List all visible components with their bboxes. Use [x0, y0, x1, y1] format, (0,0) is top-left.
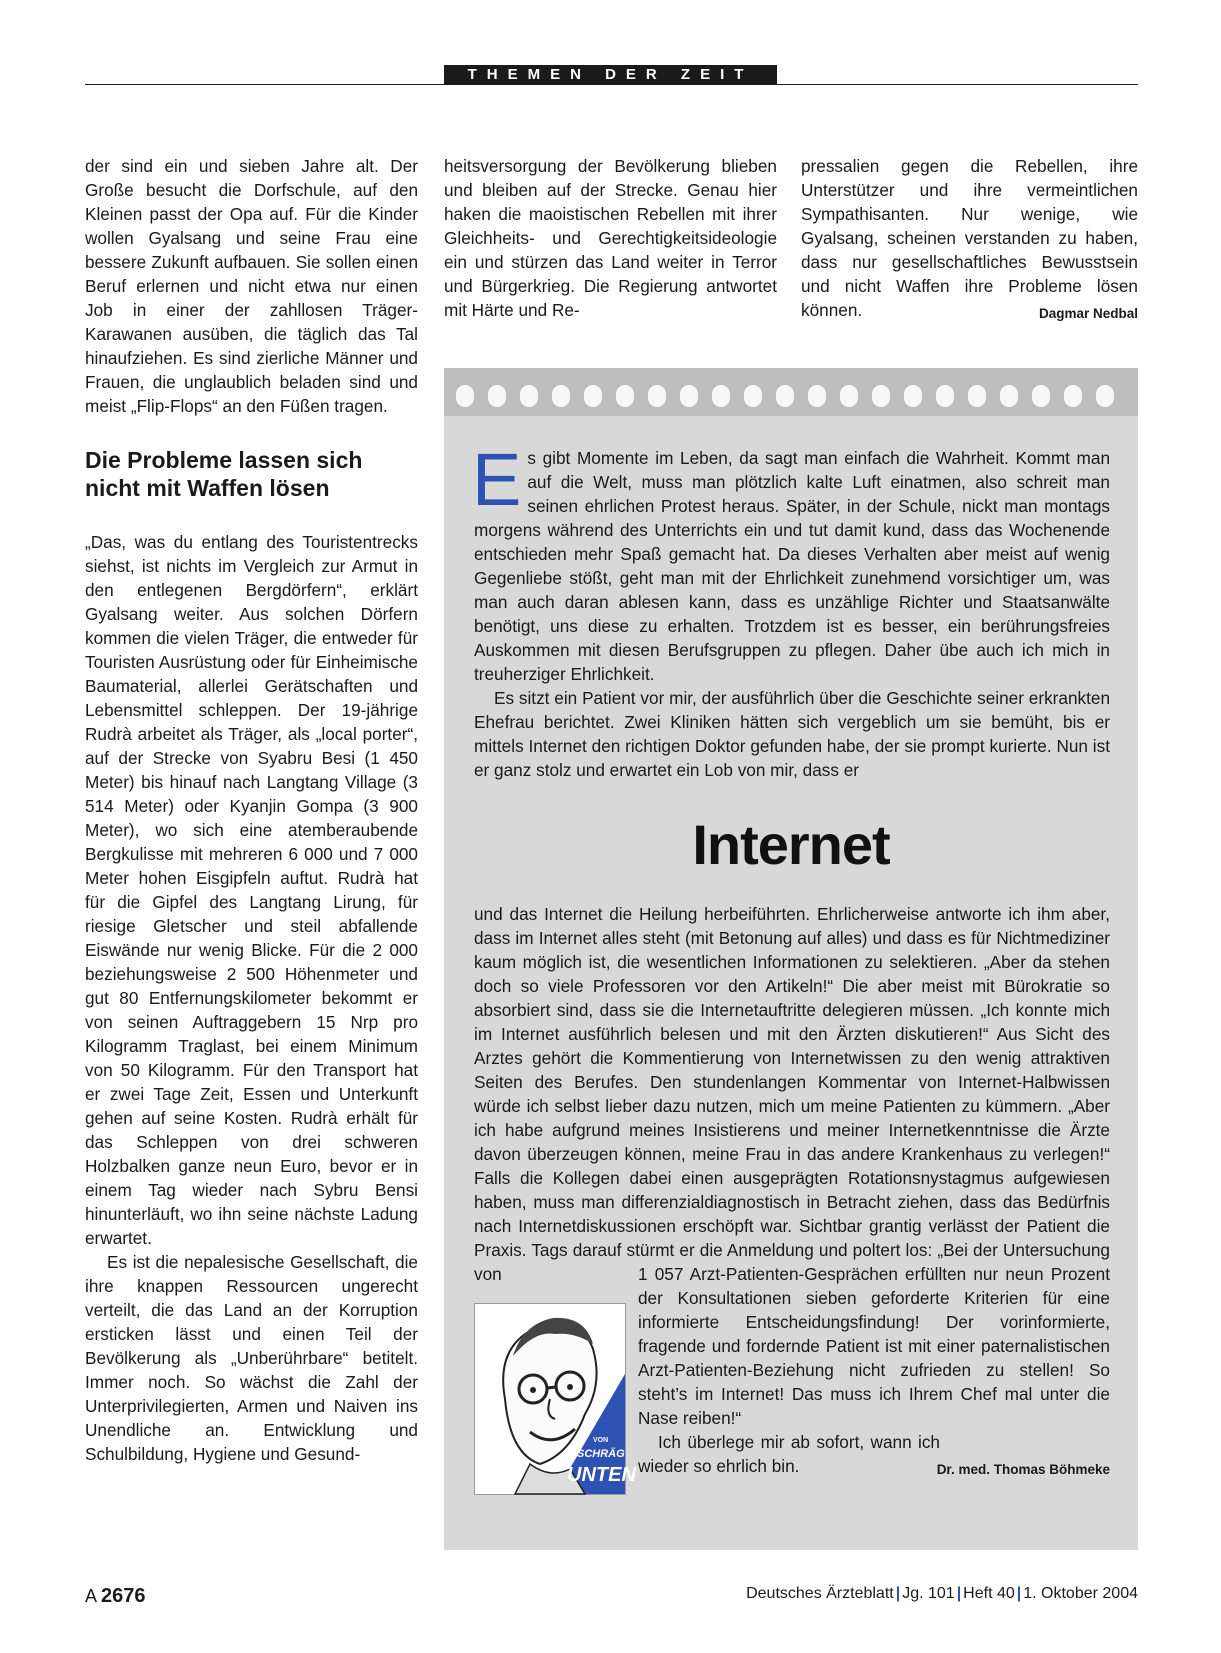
box-author: Dr. med. Thomas Böhmeke	[936, 1462, 1110, 1477]
paragraph: Es ist die nepalesische Gesellschaft, die ihre knappen Ressourcen ungerecht verteilt, die das Land an der Korruption ersticken lässt und einen Teil der Bevölkerung als „Unberührbare“ betitelt. Immer noch. So wächst die Zahl der Unterprivilegierten, Armen und Naiven ins Unendliche an. Entwicklung und Schulbildung, Hygiene und Gesund-	[85, 1252, 418, 1464]
box-title: Internet	[692, 813, 890, 876]
article-column-2	[444, 154, 777, 322]
section-tag: THEMEN DER ZEIT	[444, 65, 777, 85]
box-text-top	[472, 438, 1110, 782]
paragraph: „Das, was du entlang des Touristentrecks siehst, ist nichts im Vergleich zur Armut in den entlegenen Bergdörfern“, erklärt Gyalsang weiter. Aus solchen Dörfern kommen die vielen Träger, die entweder für Touristen Ausrüstung oder für Einheimische Baumaterial, allerlei Gerätschaften und Lebensmittel schleppen. Der 19-jährige Rudrà arbeitet als Träger, als „local porter“, auf der Strecke von Syabru Besi (1 450 Meter) bis hinauf nach Langtang Village (3 514 Meter) oder Kyanjin Gompa (3 900 Meter), wo sich eine atemberaubende Bergkulisse mit mehreren 6 000 und 7 000 Meter hohen Eisgipfeln auftut. Rudrà hat für die Gipfel des Langtang Lirung, für riesige Gletscher und steil abfallende Eiswände nur wenig Blicke. Für die 2 000 beziehungsweise 2 500 Höhenmeter und gut 80 Entfernungskilometer bekommt er von seinen Auftraggebern 15 Nrp pro Kilogramm Traglast, bei einem Minimum von 50 Kilogramm. Für den Transport hat er zwei Tage Zeit, Essen und Unterkunft gehen auf seine Kosten. Rudrà erhält für das Schleppen von drei schweren Holzbalken ganze neun Euro, bevor er in einem Tag wieder nach Sybru Bensi hinunterläuft, wo ihn seine nächste Ladung erwartet.	[85, 532, 418, 1248]
paragraph: heitsversorgung der Bevölkerung blieben und bleiben auf der Strecke. Genau hier haken die maoistischen Rebellen mit ihrer Gleichheits- und Gerechtigkeitsideologie ein und stürzen das Land weiter in Terror und Bürgerkrieg. Die Regierung antwortet mit Härte und Re-	[444, 156, 777, 320]
section-heading: Die Probleme lassen sich nicht mit Waffen lösen	[85, 447, 363, 501]
journal-issue: Heft 40	[963, 1585, 1015, 1602]
article-column-3	[801, 154, 1138, 326]
article-author: Dagmar Nedbal	[1038, 306, 1138, 321]
caricature-drawing	[475, 1304, 636, 1494]
paragraph: und das Internet die Heilung herbeiführten. Ehrlicherweise antworte ich ihm aber, dass im Internet alles steht (mit Betonung auf alles) und dass es für Nichtmediziner kaum möglich ist, die wesentlichen Informationen zu selektieren. „Aber da stehen doch so viele Professoren vor den Artikeln!“ Die aber meist mit Bürokratie so absorbiert sind, dass sie die Internetauftritte delegieren müssen. „Ich konnte mich im Internet ausführlich belesen und mit den Ärzten diskutieren!“ Aus Sicht des Arztes gehört die Kommentierung von Internetwissen zu den wenig attraktiven Seiten des Berufes. Den stundenlangen Kommentar von Internet-Halbwissen würde ich selbst lieber dazu nutzen, mich um meine Patienten zu kümmern. „Aber ich habe aufgrund meines Insistierens und meiner Internetkenntnisse die Ärzte davon überzeugen können, meine Frau in das andere Krankenhaus zu verlegen!“ Falls die Kollegen dabei einen ausgeprägten Rotationsnystagmus aufgewiesen haben, muss man differenzialdiagnostisch in Betracht ziehen, dass das Bedürfnis nach Internetdiskussionen erschöpft war. Sichtbar grantig verlässt der Patient die Praxis. Tags darauf stürmt er die Anmeldung und poltert los: „Bei der Untersuchung von	[474, 904, 1110, 1284]
paragraph: 1 057 Arzt-Patienten-Gesprächen erfüllten nur neun Prozent der Konsultationen sieben geforderte Kriterien für eine informierte Entscheidungsfindung! Der vorinformierte, fragende und fordernde Patient ist mit einer paternalistischen Arzt-Patienten-Beziehung nicht zufrieden zu stellen! So steht’s im Internet! Das muss ich Ihrem Chef mal unter die Nase reiben!“	[638, 1264, 1110, 1428]
svg-text:SCHRÄG: SCHRÄG	[577, 1448, 625, 1460]
column-box	[444, 368, 1138, 1550]
box-text-middle	[474, 902, 1110, 1286]
drop-cap: E	[472, 438, 522, 521]
paragraph: der sind ein und sieben Jahre alt. Der Große besucht die Dorfschule, auf den Kleinen passt der Opa auf. Für die Kinder wollen Gyalsang und seine Frau eine bessere Zukunft aufbauen. Sie sollen einen Beruf erlernen und nicht etwa nur einen Job in einer der zahllosen Träger-Karawanen ausüben, die täglich das Tal hinaufziehen. Es sind zierliche Männer und Frauen, die unglaublich beladen sind und meist „Flip-Flops“ an den Füßen tragen.	[85, 156, 418, 416]
journal-volume: Jg. 101	[902, 1585, 955, 1602]
paragraph: Es sitzt ein Patient vor mir, der ausführlich über die Geschichte seiner erkrankten Ehefrau berichtet. Zwei Kliniken hätten sich vergeblich um sie bemüht, bis er mittels Internet den richtigen Doktor gefunden habe, der sie prompt kurierte. Nun ist er ganz stolz und erwartet ein Lob von mir, dass er	[474, 688, 1110, 780]
box-text-bottom	[638, 1262, 1110, 1482]
svg-text:VON: VON	[593, 1437, 609, 1444]
journal-name: Deutsches Ärzteblatt	[746, 1585, 894, 1602]
journal-citation: Deutsches Ärzteblatt | Jg. 101 | Heft 40 | 1. Oktober 2004	[746, 1585, 1138, 1602]
page-number: A 2676	[85, 1585, 146, 1607]
article-column-1	[85, 154, 418, 1466]
paragraph: Ich überlege mir ab sofort, wann ich wieder so ehrlich bin.	[638, 1432, 940, 1476]
caricature-image	[474, 1303, 636, 1495]
perforated-strip	[444, 368, 1138, 416]
paragraph: pressalien gegen die Rebellen, ihre Unterstützer und ihre vermeintlichen Sympathisanten. Nur wenige, wie Gyalsang, scheinen verstanden zu haben, dass nur gesellschaftliches Bewusstsein und nicht Waffen ihre Probleme lösen können.	[801, 156, 1138, 320]
svg-text:UNTEN: UNTEN	[567, 1464, 636, 1486]
journal-date: 1. Oktober 2004	[1023, 1585, 1138, 1602]
paragraph: Es gibt Momente im Leben, da sagt man einfach die Wahrheit. Kommt man auf die Welt, muss man plötzlich kalte Luft einatmen, also schreit man seinen ehrlichen Protest heraus. Später, in der Schule, nickt man montags morgens während des Unterrichts ein und tut damit kund, dass das Wochenende entschieden mehr Spaß gemacht hat. Da dieses Verhalten aber meist auf wenig Gegenliebe stößt, geht man mit der Ehrlichkeit zunehmend vorsichtiger um, was man auch daran ablesen kann, dass es unzählige Richter und Staatsanwälte benötigt, uns diese zu erhalten. Trotzdem ist es besser, ein berührungsfreies Auskommen mit diesen Berufsgruppen zu pflegen. Daher übe auch ich mich in treuherziger Ehrlichkeit.	[472, 438, 1110, 684]
